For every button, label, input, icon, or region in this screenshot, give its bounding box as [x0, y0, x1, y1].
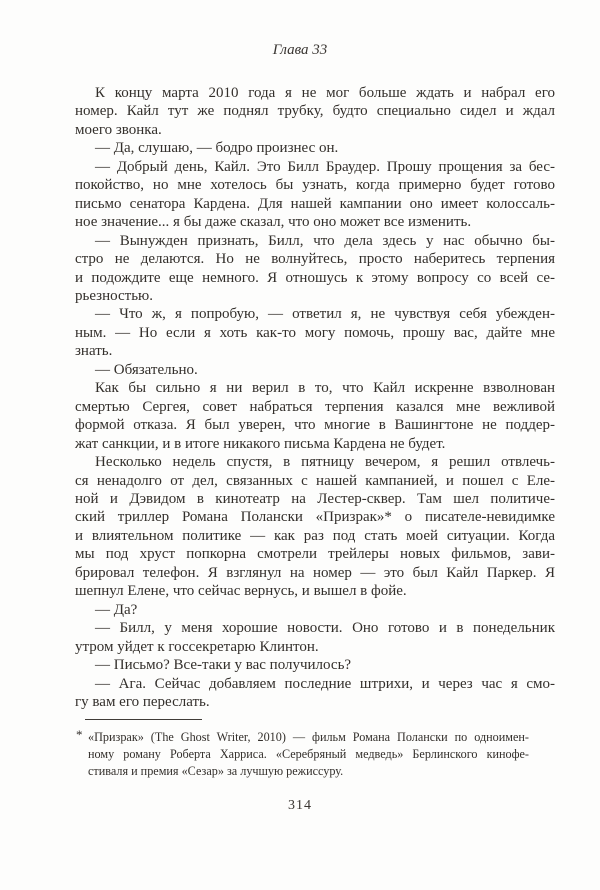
- text-line: смертью Сергея, совет набраться терпения казался мне вежливой: [75, 398, 555, 415]
- text-line: и подождите еще немного. Я отношусь к этому вопросу со всей се-: [75, 269, 555, 286]
- paragraph: [75, 158, 555, 232]
- paragraph: [75, 139, 555, 157]
- text-line: — Обязательно.: [95, 361, 198, 378]
- chapter-heading: Глава 33: [272, 42, 328, 58]
- footnote-marker: *: [76, 727, 83, 742]
- text-line: — Да, слушаю, — бодро произнес он.: [95, 140, 339, 157]
- text-line: шепнул Елене, что сейчас вернусь, и вышел в фойе.: [75, 583, 407, 600]
- paragraph: [75, 619, 555, 656]
- text-line: — Ага. Сейчас добавляем последние штрихи, и через час я смо-: [95, 675, 555, 692]
- text-line: — Что ж, я попробую, — ответил я, не чувствуя себя убежден-: [95, 306, 555, 323]
- text-line: утром уйдет к госсекретарю Клинтон.: [75, 638, 319, 655]
- text-line: жат санкции, и в итоге никакого письма Кардена не будет.: [75, 435, 446, 452]
- text-line: — Добрый день, Кайл. Это Билл Браудер. Прошу прощения за бес-: [95, 158, 555, 175]
- text-line: номер. Кайл тут же поднял трубку, будто специально сидел и ждал: [75, 103, 555, 120]
- text-line: — Вынужден признать, Билл, что дела здесь у нас обычно бы-: [95, 232, 555, 249]
- paragraph: [75, 305, 555, 360]
- text-line: моего звонка.: [75, 121, 162, 138]
- footnote-text: [88, 729, 529, 781]
- text-line: брировал телефон. Я взглянул на номер — это был Кайл Паркер. Я: [75, 564, 555, 581]
- text-line: ной и Дэвидом в кинотеатр на Лестер-сквер. Там шел политиче-: [75, 490, 555, 507]
- text-line: гу вам его переслать.: [75, 693, 210, 710]
- paragraph: [75, 232, 555, 306]
- page-number: 314: [288, 798, 312, 813]
- body-text: [75, 84, 555, 711]
- text-line: рьезностью.: [75, 287, 154, 304]
- text-line: — Билл, у меня хорошие новости. Оно готово и в понедельник: [95, 620, 555, 637]
- text-line: Как бы сильно я ни верил в то, что Кайл искренне взволнован: [95, 380, 555, 397]
- text-line: стро не делаются. Но не волнуйтесь, просто наберитесь терпения: [75, 251, 555, 268]
- text-line: покойство, но мне хотелось бы узнать, когда примерно будет готово: [75, 177, 555, 194]
- text-line: ным. — Но если я хоть как-то могу помочь, прошу вас, дайте мне: [75, 324, 555, 341]
- text-line: и влиятельном политике — как раз под стать моей ситуации. Когда: [75, 527, 555, 544]
- footnote: [75, 729, 529, 781]
- text-line: письмо сенатора Кардена. Для нашей кампании оно имеет колоссаль-: [75, 195, 555, 212]
- text-line: — Письмо? Все-таки у вас получилось?: [95, 657, 352, 674]
- paragraph: [75, 656, 555, 674]
- paragraph: [75, 84, 555, 139]
- text-line: Несколько недель спустя, в пятницу вечером, я решил отвлечь-: [95, 454, 555, 471]
- paragraph: [75, 601, 555, 619]
- text-line: формой отказа. Я был уверен, что многие в Вашингтоне не поддер-: [75, 417, 555, 434]
- text-line: ский триллер Романа Полански «Призрак»* о писателе-невидимке: [75, 509, 555, 526]
- text-line: «Призрак» (The Ghost Writer, 2010) — фильм Романа Полански по одноимен-: [88, 730, 529, 744]
- paragraph: [75, 361, 555, 379]
- text-line: К концу марта 2010 года я не мог больше ждать и набрал его: [95, 85, 555, 101]
- text-line: ному роману Роберта Харриса. «Серебряный медведь» Берлинского кинофе-: [88, 747, 529, 762]
- footnote-separator: [85, 719, 202, 720]
- text-line: мы под хруст попкорна смотрели трейлеры новых фильмов, зави-: [75, 546, 555, 563]
- paragraph: [75, 453, 555, 601]
- text-line: стиваля и премия «Сезар» за лучшую режиссуру.: [88, 764, 344, 779]
- text-line: знать.: [75, 343, 113, 360]
- text-line: — Да?: [95, 601, 138, 618]
- text-line: ся ненадолго от дел, связанных с нашей кампанией, и пошел с Еле-: [75, 472, 555, 489]
- paragraph: [75, 379, 555, 453]
- paragraph: [75, 675, 555, 712]
- text-line: ное значение... я бы даже сказал, что оно может все изменить.: [75, 214, 472, 231]
